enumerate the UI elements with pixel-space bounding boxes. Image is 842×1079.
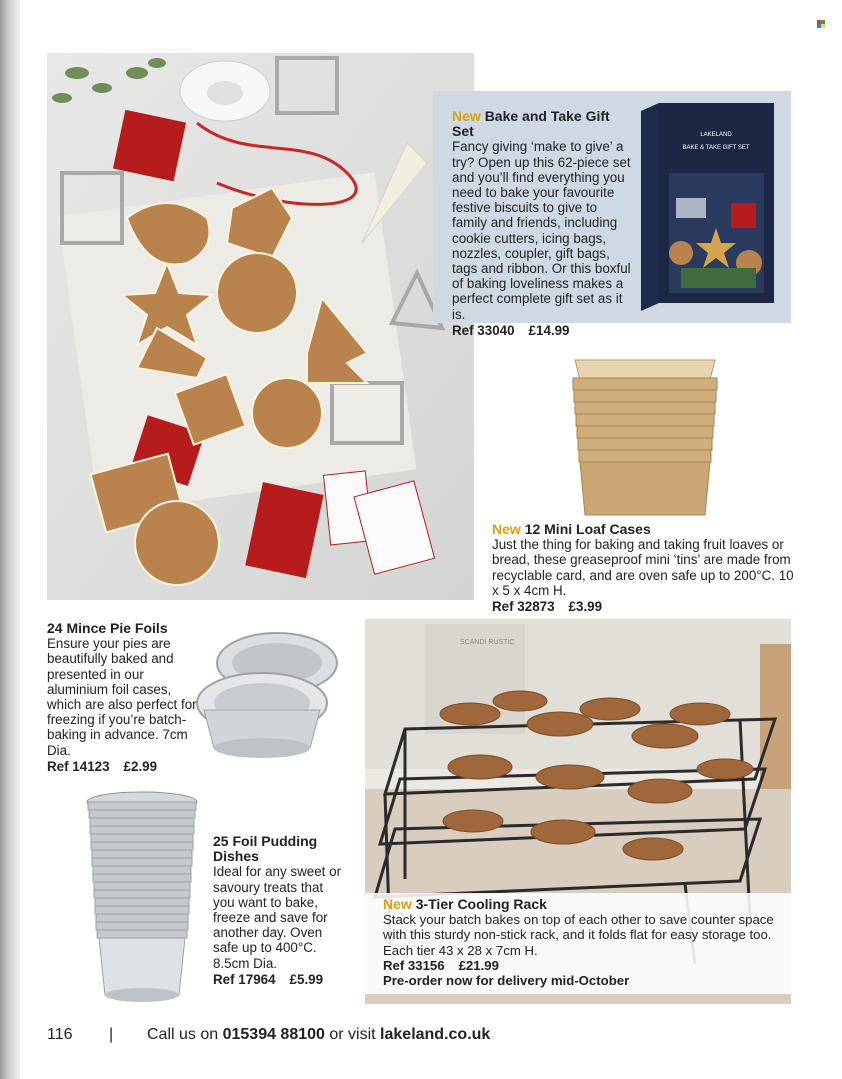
- cooling-rack-description-block: [365, 893, 791, 994]
- loaf-cases-ref-price: [492, 599, 797, 614]
- pudding-dishes-ref-price: [213, 972, 343, 987]
- mince-pie-foils-price: £2.99: [123, 758, 158, 774]
- shelf-book-text: SCANDI RUSTIC: [460, 639, 515, 646]
- pudding-dishes-photo: [85, 790, 200, 1005]
- new-badge: New: [383, 896, 412, 912]
- gingerbread-baking-photo: [47, 53, 474, 600]
- page-spine-shadow: [0, 0, 20, 1079]
- loaf-cases-description-block: [492, 522, 797, 614]
- new-badge: New: [452, 108, 481, 124]
- mince-pie-foils-ref: Ref 14123: [47, 758, 110, 774]
- footer-separator: |: [109, 1026, 114, 1043]
- mince-pie-foils-description-block: [47, 621, 197, 774]
- loaf-cases-name: 12 Mini Loaf Cases: [524, 521, 651, 537]
- page-number: 116: [47, 1026, 73, 1043]
- website-link[interactable]: lakeland.co.uk: [380, 1026, 491, 1043]
- gift-set-name: Bake and Take Gift Set: [452, 108, 610, 140]
- gift-set-ref-price: [452, 323, 632, 338]
- cooling-rack-price: £21.99: [458, 957, 499, 973]
- cooling-rack-ref: Ref 33156: [383, 957, 445, 973]
- loaf-cases-price: £3.99: [568, 599, 603, 615]
- new-badge: New: [492, 521, 521, 537]
- cooling-rack-name: 3-Tier Cooling Rack: [415, 896, 547, 912]
- pudding-dishes-name: 25 Foil Pudding Dishes: [213, 833, 318, 865]
- pudding-dishes-description-block: [213, 834, 343, 987]
- mince-pie-foils-name: 24 Mince Pie Foils: [47, 620, 168, 636]
- corner-color-mark: [817, 20, 825, 28]
- visit-prefix: or visit: [324, 1026, 381, 1043]
- cooling-rack-ref-price: [383, 958, 791, 973]
- pudding-dishes-ref: Ref 17964: [213, 971, 276, 987]
- gift-set-description-block: [452, 109, 632, 338]
- mince-pie-foils-description: Ensure your pies are beautifully baked and presented in our aluminium foil cases, which are also perfect for freezing if you’re batch-baking in advance. 7cm Dia.: [47, 636, 197, 758]
- pudding-dishes-description: Ideal for any sweet or savoury treats that you want to bake, freeze and save for another day. Oven safe up to 400°C. 8.5cm Dia.: [213, 864, 342, 971]
- cooling-rack-title: [383, 897, 791, 912]
- call-prefix: Call us on: [147, 1026, 223, 1043]
- loaf-cases-title: [492, 522, 797, 537]
- phone-number: 015394 88100: [222, 1026, 325, 1043]
- gift-set-price: £14.99: [528, 322, 570, 338]
- gift-box-title: BAKE & TAKE GIFT SET: [682, 145, 750, 151]
- gift-set-title: [452, 109, 632, 139]
- loaf-cases-description: Just the thing for baking and taking fruit loaves or bread, these greaseproof mini ‘tins’ are made from recyclable card, and are oven safe up to 200°C. 10 x 5 x 4cm H.: [492, 537, 794, 598]
- loaf-cases-ref: Ref 32873: [492, 599, 555, 615]
- mince-pie-foils-ref-price: [47, 759, 197, 774]
- cooling-rack-preorder-note: Pre-order now for delivery mid-October: [383, 973, 630, 989]
- cooling-rack-description: Stack your batch bakes on top of each other to save counter space with this sturdy non-stick rack, and it folds flat for easy storage too. Each tier 43 x 28 x 7cm H.: [383, 912, 774, 958]
- pudding-dishes-price: £5.99: [289, 971, 324, 987]
- gift-box-brand: LAKELAND: [700, 132, 732, 138]
- mince-pie-foils-photo: [192, 618, 342, 763]
- gift-set-description: Fancy giving ‘make to give’ a try? Open up this 62-piece set and you’ll find everything you need to bake your favourite festive biscuits to give to family and friends, including cookie cutters, icing bags, nozzles, coupler, gift bags, tags and ribbon. Or this boxful of baking loveliness makes a perfect complete gift set as it is.: [452, 139, 631, 322]
- page-footer: [47, 1026, 490, 1044]
- corner-mark-yellow: [821, 24, 825, 28]
- gift-set-ref: Ref 33040: [452, 322, 515, 338]
- mini-loaf-cases-photo: [565, 350, 725, 522]
